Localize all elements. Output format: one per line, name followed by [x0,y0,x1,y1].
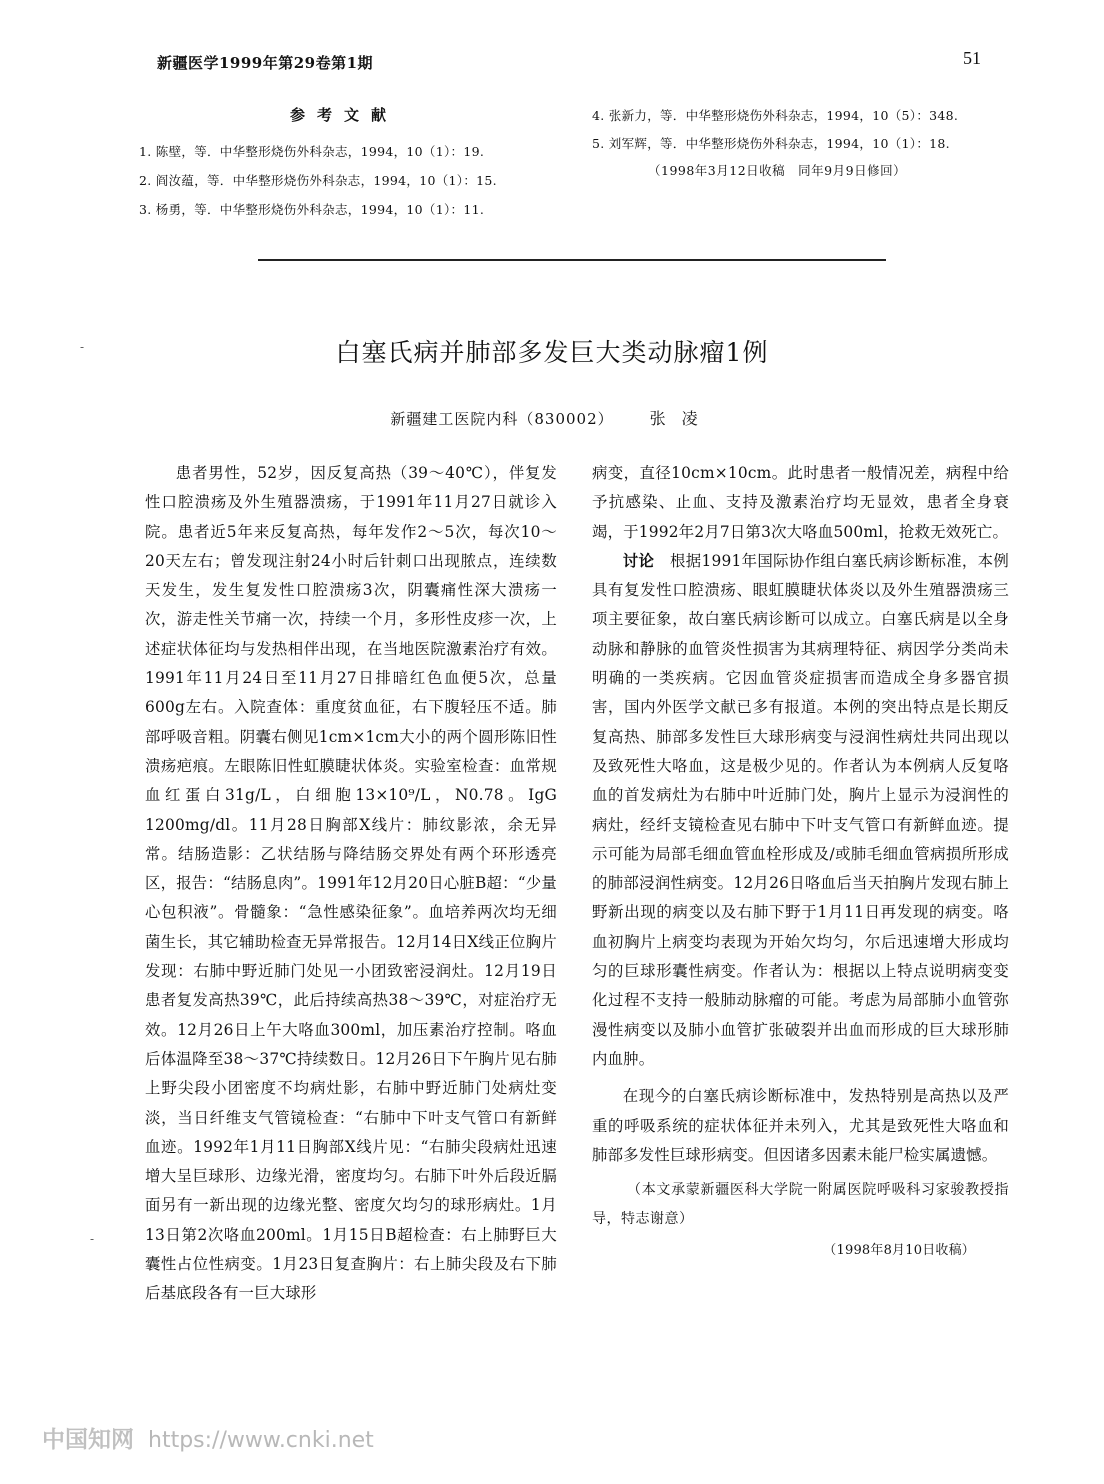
author-line [0,406,1104,429]
right-column [592,459,1009,1265]
references-title: 参考文献 [290,106,399,124]
case-report-continued: 病变，直径10cm×10cm。此时患者一般情况差，病程中给予抗感染、止血、支持及激素治疗均无显效，患者全身衰竭，于1992年2月7日第3次大咯血500ml，抢救无效死亡。 [592,464,1009,541]
margin-mark: - [90,1232,95,1246]
acknowledgement: （本文承蒙新疆医科大学院一附属医院呼吸科习家骏教授指导，特志谢意） [592,1182,1009,1228]
discussion-text: 根据1991年国际协作组白塞氏病诊断标准，本例具有复发性口腔溃疡、眼虹膜睫状体炎以及外生殖器溃疡三项主要征象，故白塞氏病诊断可以成立。白塞氏病是以全身动脉和静脉的血管炎性损害为其病理特征、病因学分类尚未明确的一类疾病。它因血管炎症损害而造成全身多器官损害，国内外医学文献已多有报道。本例的突出特点是长期反复高热、肺部多发性巨大球形病变与浸润性病灶共同出现以及致死性大咯血，这是极少见的。作者认为本例病人反复咯血的首发病灶为右肺中叶近肺门处，胸片上显示为浸润性的病灶，经纤支镜检查见右肺中下叶支气管口有新鲜血迹。提示可能为局部毛细血管血栓形成及/或肺毛细血管病损所形成的肺部浸润性病变。12月26日咯血后当天拍胸片发现右肺上野新出现的病变以及右肺下野于1月11日再发现的病变。咯血初胸片上病变均表现为开始欠均匀，尔后迅速增大形成均匀的巨球形囊性病变。作者认为：根据以上特点说明病变变化过程不支持一般肺动脉瘤的可能。考虑为局部肺小血管弥漫性病变以及肺小血管扩张破裂并出血而形成的巨大球形肺内血肿。 [592,551,1010,1068]
author-name: 张凌 [649,409,714,428]
cnki-watermark [42,1421,374,1454]
discussion-label: 讨论 [622,551,655,570]
margin-mark: - [80,340,85,354]
reference-item: 2. 阎汝蕴，等．中华整形烧伤外科杂志，1994，10（1）：15. [139,173,497,188]
reference-item: 3. 杨勇，等．中华整形烧伤外科杂志，1994，10（1）：11. [139,202,485,217]
conclusion-paragraph: 在现今的白塞氏病诊断标准中，发热特别是高热以及严重的呼吸系统的症状体征并未列入，尤其是致死性大咯血和肺部多发性巨球形病变。但因诸多因素未能尸检实属遗憾。 [592,1087,1009,1164]
journal-header: 新疆医学1999年第29卷第1期 [157,54,374,72]
case-report-paragraph: 患者男性，52岁，因反复高热（39～40℃），伴复发性口腔溃疡及外生殖器溃疡，于1991年11月27日就诊入院。患者近5年来反复高热，每年发作2～5次，每次10～20天左右；曾发现注射24小时后针刺口出现脓点，连续数天发生，发生复发性口腔溃疡3次，阴囊痛性深大溃疡一次，游走性关节痛一次，持续一个月，多形性皮疹一次，上述症状体征均与发热相伴出现，在当地医院激素治疗有效。1991年11月24日至11月27日排暗红色血便5次，总量600g左右。入院查体：重度贫血征，右下腹轻压不适。肺部呼吸音粗。阴囊右侧见1cm×1cm大小的两个圆形陈旧性溃疡疤痕。左眼陈旧性虹膜睫状体炎。实验室检查：血常规血红蛋白31g/L，白细胞13×10⁹/L，N0.78。IgG 1200mg/dl。11月28日胸部X线片：肺纹影浓，余无异常。结肠造影：乙状结肠与降结肠交界处有两个环形透亮区，报告：“结肠息肉”。1991年12月20日心脏B超：“少量心包积液”。骨髓象：“急性感染征象”。血培养两次均无细菌生长，其它辅助检查无异常报告。12月14日X线正位胸片发现：右肺中野近肺门处见一小团致密浸润灶。12月19日患者复发高热39℃，此后持续高热38～39℃，对症治疗无效。12月26日上午大咯血300ml，加压素治疗控制。咯血后体温降至38～37℃持续数日。12月26日下午胸片见右肺上野尖段小团密度不均病灶影，右肺中野近肺门处病灶变淡，当日纤维支气管镜检查：“右肺中下叶支气管口有新鲜血迹。1992年1月11日胸部X线片见：“右肺尖段病灶迅速增大呈巨球形、边缘光滑，密度均匀。右肺下叶外后段近膈面另有一新出现的边缘光整、密度欠均匀的球形病灶。1月13日第2次咯血200ml。1月15日B超检查：右上肺野巨大囊性占位性病变。1月23日复查胸片：右上肺尖段及右下肺后基底段各有一巨大球形 [145,464,557,1303]
reference-item: 1. 陈壁，等．中华整形烧伤外科杂志，1994，10（1）：19. [139,144,485,159]
watermark-site-name: 中国知网 [42,1427,134,1453]
affiliation: 新疆建工医院内科（830002） [390,410,614,428]
watermark-url: https://www.cnki.net [148,1428,374,1453]
reference-item: 5. 刘军辉，等．中华整形烧伤外科杂志，1994，10（1）：18. [592,136,950,151]
received-date-top: （1998年3月12日收稿 同年9月9日修回） [648,163,907,178]
left-column [145,459,557,1309]
section-divider [258,259,886,261]
page-number: 51 [963,48,981,68]
article-title: 白塞氏病并肺部多发巨大类动脉瘤1例 [335,338,769,367]
reference-item: 4. 张新力，等．中华整形烧伤外科杂志，1994，10（5）：348. [592,108,959,123]
received-date-bottom: （1998年8月10日收稿） [823,1243,975,1259]
discussion-paragraph [592,547,1009,1074]
